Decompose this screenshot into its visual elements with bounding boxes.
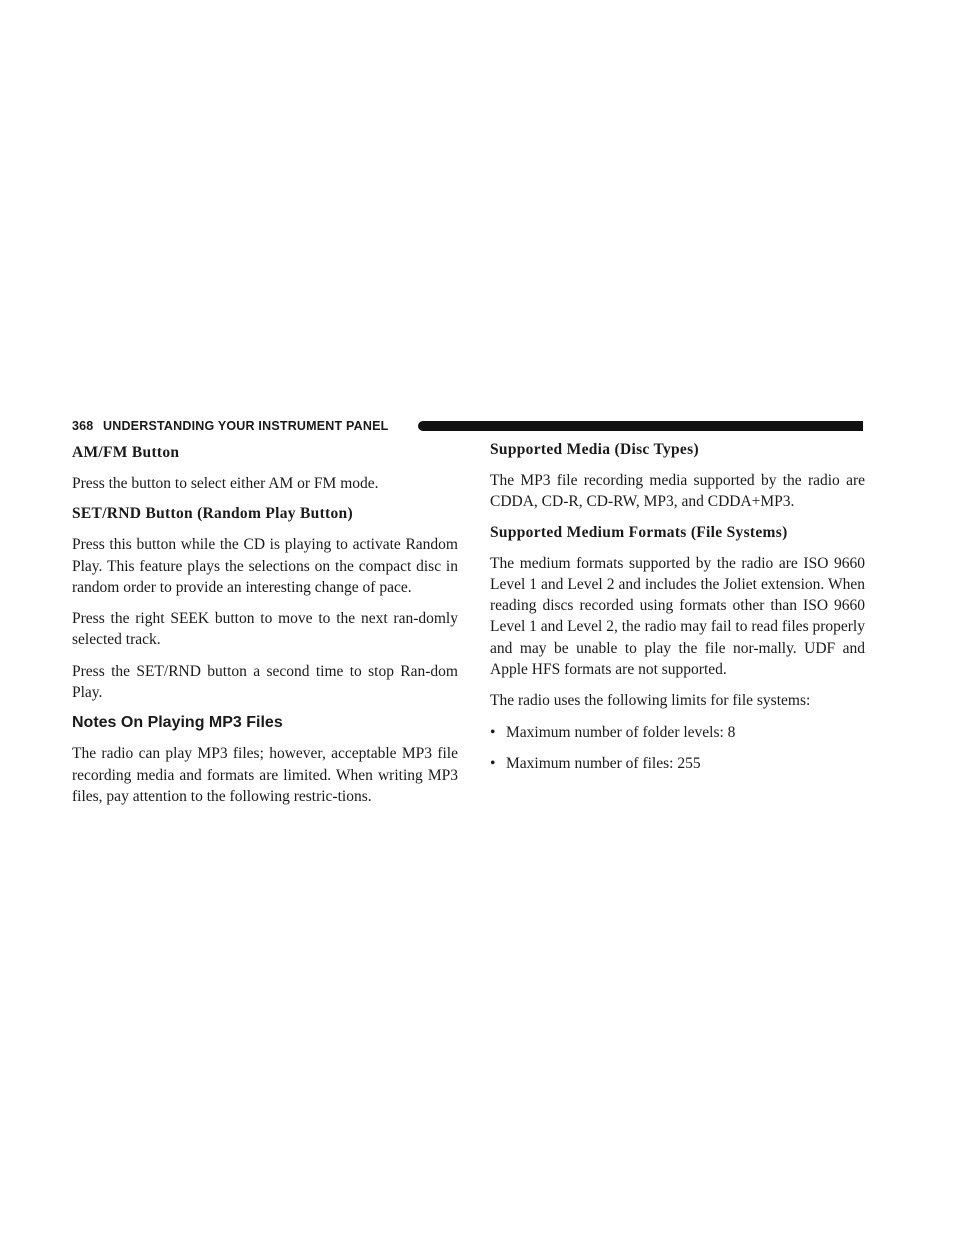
- section-title: UNDERSTANDING YOUR INSTRUMENT PANEL: [103, 419, 389, 433]
- bullet-icon: •: [490, 754, 496, 772]
- list-item-text: Maximum number of folder levels: 8: [506, 723, 736, 741]
- mp3-text: The radio can play MP3 files; however, acceptable MP3 file recording media and formats are limited. When writing MP3 files, pay attention to the following restric-tions.: [72, 745, 458, 805]
- list-item: [490, 722, 865, 743]
- list-item-text: Maximum number of files: 255: [506, 754, 701, 772]
- setrnd-paragraph-2: Press the right SEEK button to move to the next ran-domly selected track.: [72, 610, 458, 649]
- setrnd-paragraph-3: Press the SET/RND button a second time to stop Ran-dom Play.: [72, 662, 458, 702]
- list-item: [490, 753, 865, 774]
- right-column: [490, 440, 865, 784]
- mp3-heading: Notes On Playing MP3 Files: [72, 714, 283, 732]
- formats-text: The medium formats supported by the radio are ISO 9660 Level 1 and Level 2 and includes the Joliet extension. When reading discs recorded using formats other than ISO 9660 Level 1 and Level 2, the radio may fail to read files properly and may be unable to play the file nor-mally. UDF and Apple HFS formats are not supported.: [490, 554, 865, 679]
- page-header: [72, 418, 863, 436]
- setrnd-heading: SET/RND Button (Random Play Button): [72, 505, 353, 523]
- bullet-icon: •: [490, 723, 496, 741]
- media-text: The MP3 file recording media supported by the radio are CDDA, CD-R, CD-RW, MP3, and CDDA+MP3.: [490, 472, 865, 511]
- left-column: [72, 443, 458, 807]
- amfm-text: Press the button to select either AM or FM mode.: [72, 475, 379, 492]
- header-rule: [418, 421, 863, 431]
- limits-text: The radio uses the following limits for file systems:: [490, 692, 811, 710]
- amfm-heading: AM/FM Button: [72, 444, 180, 461]
- limits-list: [490, 722, 865, 774]
- setrnd-paragraph-1: Press this button while the CD is playing to activate Random Play. This feature plays the selections on the compact disc in random order to provide an interesting change of pace.: [72, 536, 458, 596]
- formats-heading: Supported Medium Formats (File Systems): [490, 523, 788, 541]
- page-number: 368: [72, 419, 94, 433]
- media-heading: Supported Media (Disc Types): [490, 441, 699, 458]
